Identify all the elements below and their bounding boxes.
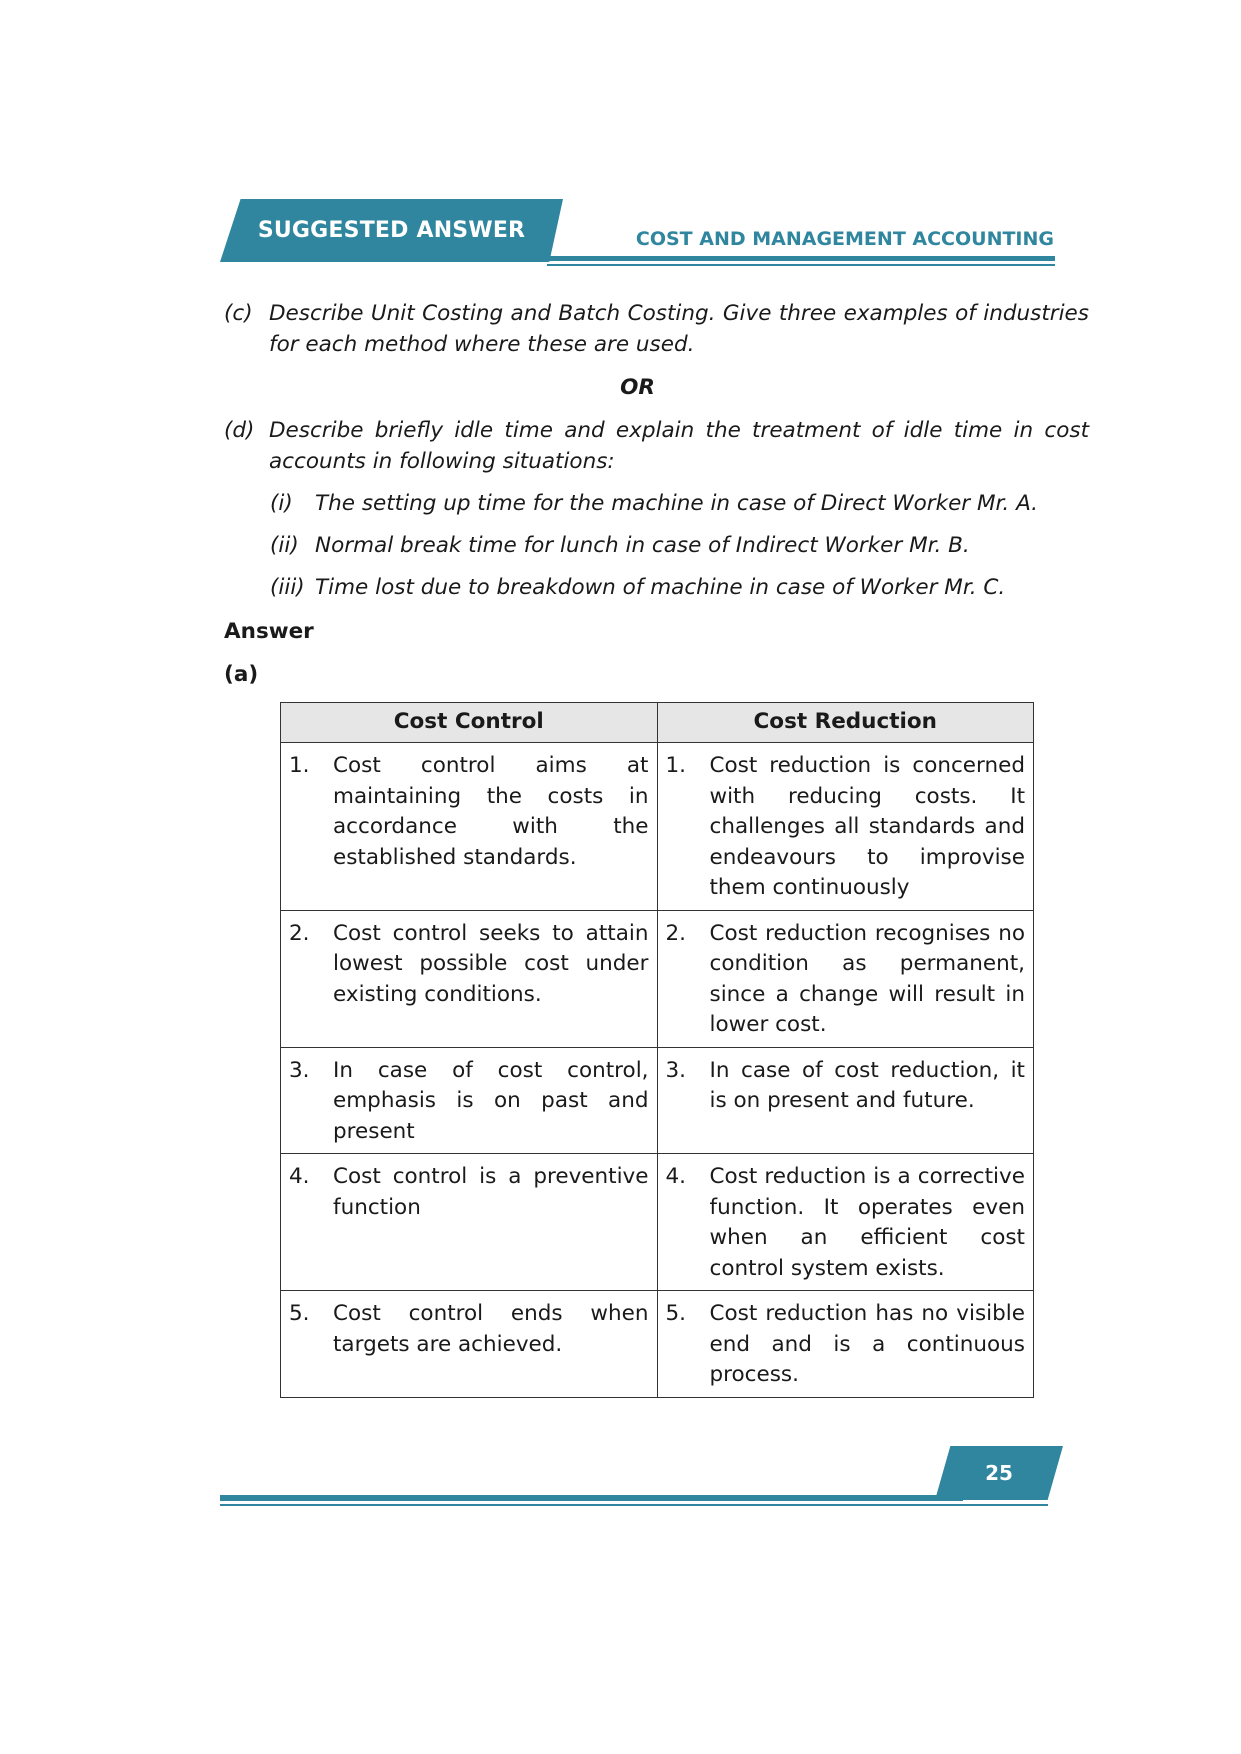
question-d-item bbox=[270, 573, 1005, 603]
cell-text: Cost control seeks to attain lowest possible cost under existing conditions. bbox=[333, 920, 649, 1007]
cost-control-cell bbox=[281, 1047, 658, 1154]
question-c-text: Describe Unit Costing and Batch Costing. Give three examples of industries for each method where these are used. bbox=[269, 301, 1089, 357]
question-d-text: Describe briefly idle time and explain the treatment of idle time in cost accounts in following situations: bbox=[269, 418, 1089, 474]
cell-text: In case of cost reduction, it is on present and future. bbox=[709, 1057, 1025, 1113]
answer-part-label: (a) bbox=[224, 662, 259, 687]
header-rule bbox=[547, 256, 1055, 261]
item-number: (i) bbox=[270, 491, 293, 516]
question-d-item bbox=[270, 531, 970, 561]
answer-heading: Answer bbox=[224, 619, 314, 644]
item-number: (iii) bbox=[270, 575, 305, 600]
row-number: 3. bbox=[665, 1057, 687, 1083]
row-number: 5. bbox=[665, 1301, 687, 1326]
row-number: 3. bbox=[289, 1057, 310, 1083]
cell-text: Cost reduction has no visible end and is a continuous process. bbox=[709, 1301, 1025, 1387]
cost-reduction-cell bbox=[657, 743, 1034, 911]
item-text: Normal break time for lunch in case of Indirect Worker Mr. B. bbox=[315, 533, 970, 558]
table-row bbox=[281, 1154, 1034, 1291]
row-number: 1. bbox=[289, 753, 310, 778]
column-header-cost-reduction: Cost Reduction bbox=[657, 703, 1034, 743]
header-tab-label: SUGGESTED ANSWER bbox=[257, 218, 526, 243]
cell-text: Cost control aims at maintaining the costs in accordance with the established standards. bbox=[333, 753, 649, 870]
question-d-item bbox=[270, 489, 1038, 519]
header-subject: COST AND MANAGEMENT ACCOUNTING bbox=[635, 228, 1054, 250]
footer-rule-thin bbox=[220, 1504, 1048, 1506]
cost-reduction-cell bbox=[657, 1047, 1034, 1154]
header-rule-thin bbox=[547, 264, 1055, 266]
question-d-label: (d) bbox=[224, 418, 255, 443]
table-row bbox=[281, 1047, 1034, 1154]
table-row bbox=[281, 1291, 1034, 1398]
row-number: 2. bbox=[665, 920, 687, 946]
cell-text: Cost control ends when targets are achieved. bbox=[333, 1301, 649, 1357]
question-c-label: (c) bbox=[224, 301, 253, 326]
cost-reduction-cell bbox=[657, 1154, 1034, 1291]
row-number: 4. bbox=[665, 1164, 687, 1189]
row-number: 5. bbox=[289, 1301, 310, 1326]
cost-reduction-cell bbox=[657, 1291, 1034, 1398]
comparison-table bbox=[280, 702, 1034, 1398]
cost-reduction-cell bbox=[657, 910, 1034, 1047]
or-separator: OR bbox=[620, 375, 655, 400]
cell-text: Cost control is a preventive function bbox=[333, 1164, 649, 1220]
cost-control-cell bbox=[281, 910, 658, 1047]
cell-text: In case of cost control, emphasis is on past and present bbox=[333, 1057, 649, 1144]
page-number: 25 bbox=[985, 1461, 1013, 1485]
cell-text: Cost reduction is concerned with reducing costs. It challenges all standards and endeavours to improvise them continuously bbox=[709, 753, 1025, 900]
table-row bbox=[281, 743, 1034, 911]
cost-control-cell bbox=[281, 1154, 658, 1291]
row-number: 4. bbox=[289, 1164, 310, 1189]
item-number: (ii) bbox=[270, 533, 299, 558]
table-row bbox=[281, 910, 1034, 1047]
cell-text: Cost reduction is a corrective function. It operates even when an efficient cost control system exists. bbox=[709, 1164, 1025, 1281]
row-number: 2. bbox=[289, 920, 310, 946]
footer-rule bbox=[220, 1495, 963, 1501]
column-header-cost-control: Cost Control bbox=[281, 703, 658, 743]
cost-control-cell bbox=[281, 1291, 658, 1398]
table-header-row bbox=[281, 703, 1034, 743]
item-text: Time lost due to breakdown of machine in case of Worker Mr. C. bbox=[315, 575, 1006, 600]
row-number: 1. bbox=[665, 753, 687, 778]
cost-control-cell bbox=[281, 743, 658, 911]
item-text: The setting up time for the machine in case of Direct Worker Mr. A. bbox=[315, 491, 1039, 516]
cell-text: Cost reduction recognises no condition as permanent, since a change will result in lower cost. bbox=[709, 920, 1025, 1037]
